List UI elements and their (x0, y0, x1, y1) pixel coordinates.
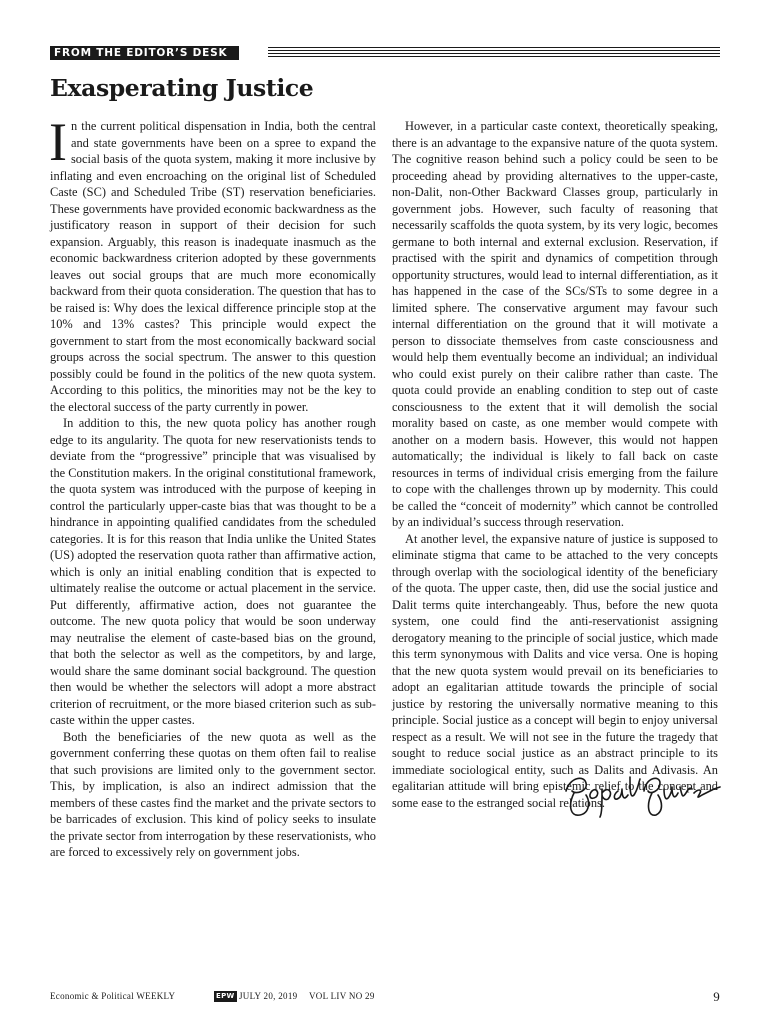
publication-name: Economic & Political WEEKLY (50, 991, 176, 1001)
signature (560, 765, 730, 825)
paragraph: In addition to this, the new quota policy has another rough edge to its angularity. The quota for new reservationists tends to deviate from the “progressive” principle that was visualised by the Constitution makers. In the original constitutional framework, the quota system was introduced with the purpose of keeping in control the particularly upper-caste bias that was thought to be a hindrance in appointing qualified candidates from the scheduled categories. It is for this reason that India unlike the United States (US) adopted the reservation quota rather than affirmative action, which is only an initial enabling condition that is expected to ultimately realise the outcome or actual placement in the service. Put differently, affirmative action, does not guarantee the outcome. The new quota policy that would be soon underway may neutralise the element of caste-based bias on the ground, that both the selector as well as the competitors, by and large, would share the same dominant social background. The question then would be whether the selectors will adopt a more abstract criterion of recruitment, or the more biased criterion such as sub-caste within the upper castes. (50, 416, 376, 727)
section-band (50, 46, 720, 60)
page-footer (50, 990, 720, 1004)
paragraph: However, in a particular caste context, theoretically speaking, there is an advantage to the expansive nature of the quota system. The cognitive reason behind such a policy could be seen to be proceeding ahead by providing alternatives to the upper-caste, non-Dalit, non-Other Backward Classes group, particularly in government jobs. However, such faculty of reasoning that necessarily scaffolds the quota system, by its very logic, becomes germane to both internal and external exclusion. Reservation, if practised with the spirit and dynamics of competition through opportunity structures, would lead to internal differentiation, as it has happened in the case of the SCs/STs to some degree in a limited sphere. The conservative argument may favour such internal differentiation on the ground that it will motivate a person to dissociate themselves from caste consciousness and would help them eventually become an individual; an individual who could exist purely on their calibre rather than caste. The quota could provide an enabling condition to step out of caste consciousness to the extent that it will demolish the social morality based on caste, as one member would compete with another on a modern basis. However, this would not happen automatically; the individual is likely to fall back on caste resources in terms of individual crisis emerging from the failure to cope with the challenges thrown up by modernity. This could be called the “conceit of modernity” which cannot be controlled by an individual’s success through reservation. (392, 119, 718, 529)
volume-number: VOL LIV NO 29 (309, 991, 375, 1001)
right-column (392, 118, 718, 811)
paragraph: At another level, the expansive nature of justice is supposed to eliminate stigma that came to be attached to the very concepts through overlap with the sociological identity of the beneficiary of the quota. The upper caste, then, did use the social justice and Dalit terms quite interchangeably. Thus, before the new quota system, one could find the anti-reservationist assigning derogatory meaning to the principle of social justice, which made this term synonymous with Dalits and vice versa. One is hoping that the new quota system would prevail on its beneficiaries to adopt an egalitarian attitude towards the principle of social justice by restoring the universally normative meaning to this principle. Social justice as a concept will begin to enjoy universal respect as a result. We will not see in the future the tragedy that sought to reduce social justice as an abstract principle to its immediate sociological entity, such as Dalits and Adivasis. An egalitarian attitude will bring epistemic relief to the concept and some ease to the estranged social relations. (392, 531, 718, 810)
drop-cap: I (49, 112, 67, 172)
section-label: FROM THE EDITOR’S DESK (50, 46, 239, 60)
paragraph: Both the beneficiaries of the new quota as well as the government conferring these quotas on them often fail to realise that such provisions are limited only to the government sector. This, by implication, is also an indirect admission that the members of these castes find the market and the private sectors to be barricades of exclusion. This kind of policy seeks to insulate the private sector from interrogation by these reservationists, who are forced to excessively rely on government jobs. (50, 729, 376, 859)
paragraph-text: n the current political dispensation in India, both the central and state governments have been on a spree to expand the social basis of the quota system, making it more inclusive by inflating and even encroaching on the original list of Scheduled Caste (SC) and Scheduled Tribe (ST) reservation beneficiaries. These governments have provided economic backwardness as the justificatory reason in support of their decision for such expansion. Arguably, this reason is inadequate inasmuch as the economic backwardness criterion adopted by these governments leaves out social groups that are much more economically backward from their quota consideration. The question that has to be raised is: Why does the lexical difference principle stop at the 10% and 13% castes? This principle would expect the government to start from the most economically backward social groups across the social spectrum. The answer to this question possibly could be found in the politics of the new quota system. According to this politics, the minorities may not be the key to the electoral success of the party currently in power. (50, 119, 376, 414)
left-column (49, 112, 376, 861)
header-rules (268, 47, 720, 59)
page-number: 9 (713, 989, 720, 1004)
article-title: Exasperating Justice (50, 74, 314, 102)
epw-logo: EPW (216, 992, 235, 1000)
issue-date: JULY 20, 2019 (239, 991, 298, 1001)
paragraph (49, 112, 376, 415)
